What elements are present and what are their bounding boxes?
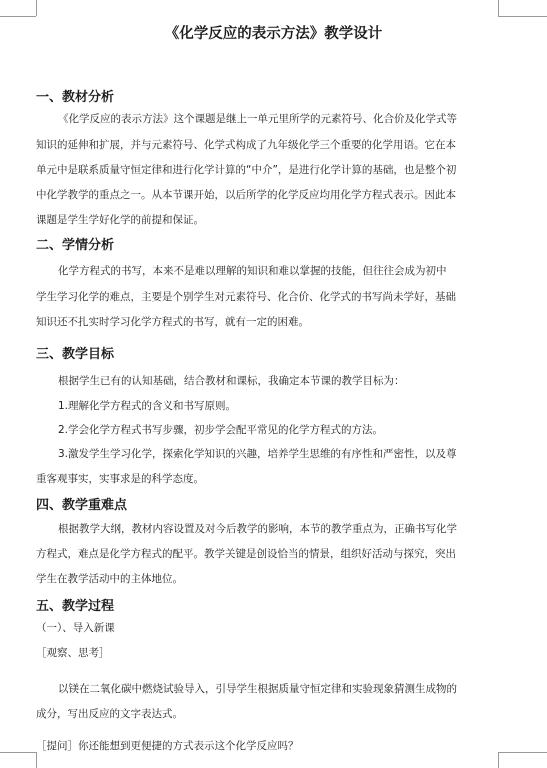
paragraph-line: 学生学习化学的难点，主要是个别学生对元素符号、化合价、化学式的书写尚未学好，基础 [36, 291, 456, 303]
crop-mark-top-right-h [498, 16, 547, 17]
paragraph-line: 根据学生已有的认知基础，结合教材和课标，我确定本节课的教学目标为： [58, 375, 405, 387]
objective-item: 2.学会化学方程式书写步骤，初步学会配平常见的化学方程式的方法。 [58, 424, 384, 436]
activity-label: ［观察、思考］ [36, 647, 110, 659]
crop-mark-bottom-left-v [36, 752, 37, 768]
crop-mark-top-left-h [0, 16, 36, 17]
paragraph-line: 以镁在二氧化碳中燃烧试验导入，引导学生根据质量守恒定律和实验现象猜测生成物的 [58, 683, 457, 695]
document-title: 《化学反应的表示方法》教学设计 [164, 26, 383, 42]
section-heading-teaching-objectives: 三、教学目标 [36, 347, 115, 362]
section-heading-key-difficult-points: 四、教学重难点 [36, 498, 128, 513]
paragraph-line: 知识的延伸和扩展，并与元素符号、化学式构成了九年级化学三个重要的化学用语。它在本 [36, 139, 456, 151]
crop-mark-bottom-right-v [498, 752, 499, 768]
subsection-heading: （一）、导入新课 [36, 622, 115, 634]
paragraph-line: 根据教学大纲，教材内容设置及对今后教学的影响，本节的教学重点为，正确书写化学 [58, 523, 457, 535]
paragraph-line: 单元中是联系质量守恒定律和进行化学计算的“中介”，是进行化学计算的基础，也是整个初 [36, 164, 457, 176]
crop-mark-top-left-v [36, 0, 37, 16]
paragraph-line: 学生在教学活动中的主体地位。 [36, 573, 183, 585]
paragraph-line: 方程式，难点是化学方程式的配平。教学关键是创设恰当的情景，组织好活动与探究，突出 [36, 548, 456, 560]
paragraph-line: 知识还不扎实时学习化学方程式的书写，就有一定的困难。 [36, 316, 309, 328]
paragraph-line: 重客观事实，实事求是的科学态度。 [36, 473, 204, 485]
section-heading-teaching-process: 五、教学过程 [36, 599, 115, 614]
crop-mark-top-right-v [498, 0, 499, 16]
paragraph-line: 化学方程式的书写，本来不是难以理解的知识和难以掌握的技能，但往往会成为初中 [58, 265, 447, 277]
paragraph-line: 成分，写出反应的文字表达式。 [36, 708, 183, 720]
section-heading-textbook-analysis: 一、教材分析 [36, 90, 115, 105]
objective-item: 1.理解化学方程式的含义和书写原则。 [58, 400, 237, 412]
paragraph-line: 《化学反应的表示方法》这个课题是继上一单元里所学的元素符号、化合价及化学式等 [58, 113, 457, 125]
section-heading-learner-analysis: 二、学情分析 [36, 238, 115, 253]
crop-mark-bottom-right-h [498, 752, 547, 753]
paragraph-line: 中化学教学的重点之一。从本节课开始，以后所学的化学反应均用化学方程式表示。因此本 [36, 189, 456, 201]
crop-mark-bottom-left-h [0, 752, 36, 753]
question-line: ［提问］你还能想到更便捷的方式表示这个化学反应吗？ [36, 740, 299, 752]
paragraph-line: 课题是学生学好化学的前提和保证。 [36, 214, 204, 226]
objective-item: 3.激发学生学习化学，探索化学知识的兴趣，培养学生思维的有序性和严密性，以及尊 [58, 448, 457, 460]
